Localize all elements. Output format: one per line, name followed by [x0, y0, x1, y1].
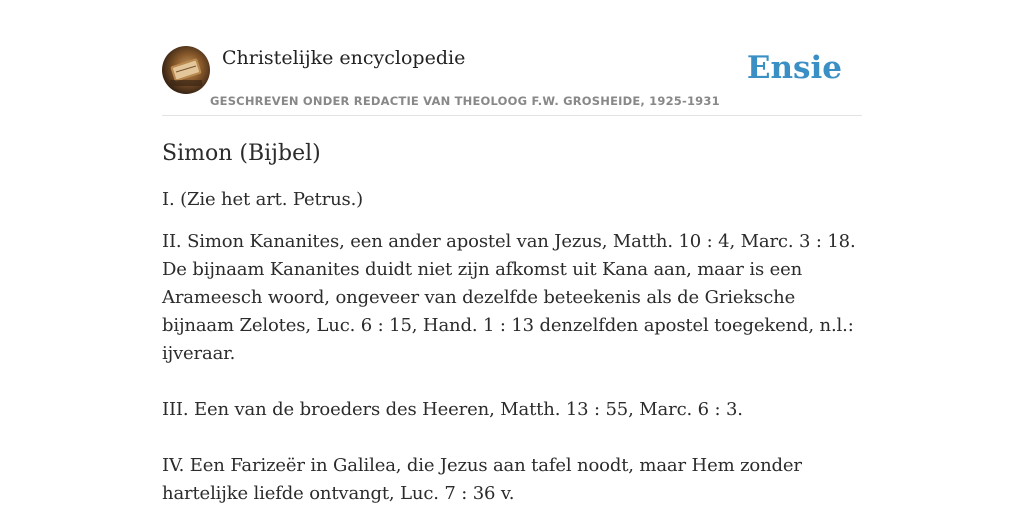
header-divider — [162, 115, 862, 116]
site-header — [162, 46, 862, 116]
brand-logo[interactable]: Ensie — [746, 50, 842, 86]
book-image-icon[interactable] — [162, 46, 210, 94]
article — [162, 138, 862, 512]
site-subtitle: GESCHREVEN ONDER REDACTIE VAN THEOLOOG F.W. GROSHEIDE, 1925-1931 — [210, 94, 720, 108]
site-title[interactable]: Christelijke encyclopedie — [222, 47, 466, 69]
article-paragraph: IV. Een Farizeër in Galilea, die Jezus aan tafel noodt, maar Hem zonder hartelijke liefde ontvangt, Luc. 7 : 36 v. — [162, 455, 802, 504]
article-paragraph: I. (Zie het art. Petrus.) — [162, 189, 364, 210]
article-paragraph: II. Simon Kananites, een ander apostel van Jezus, Matth. 10 : 4, Marc. 3 : 18. De bijnaam Kananites duidt niet zijn afkomst uit Kana aan, maar is een Arameesch woord, ongeveer van dezelfde beteekenis als de Grieksche bijnaam Zelotes, Luc. 6 : 15, Hand. 1 : 13 denzelfden apostel toegekend, n.l.: ijveraar. — [162, 231, 856, 364]
article-paragraph: III. Een van de broeders des Heeren, Matth. 13 : 55, Marc. 6 : 3. — [162, 399, 743, 420]
article-title: Simon (Bijbel) — [162, 141, 321, 166]
